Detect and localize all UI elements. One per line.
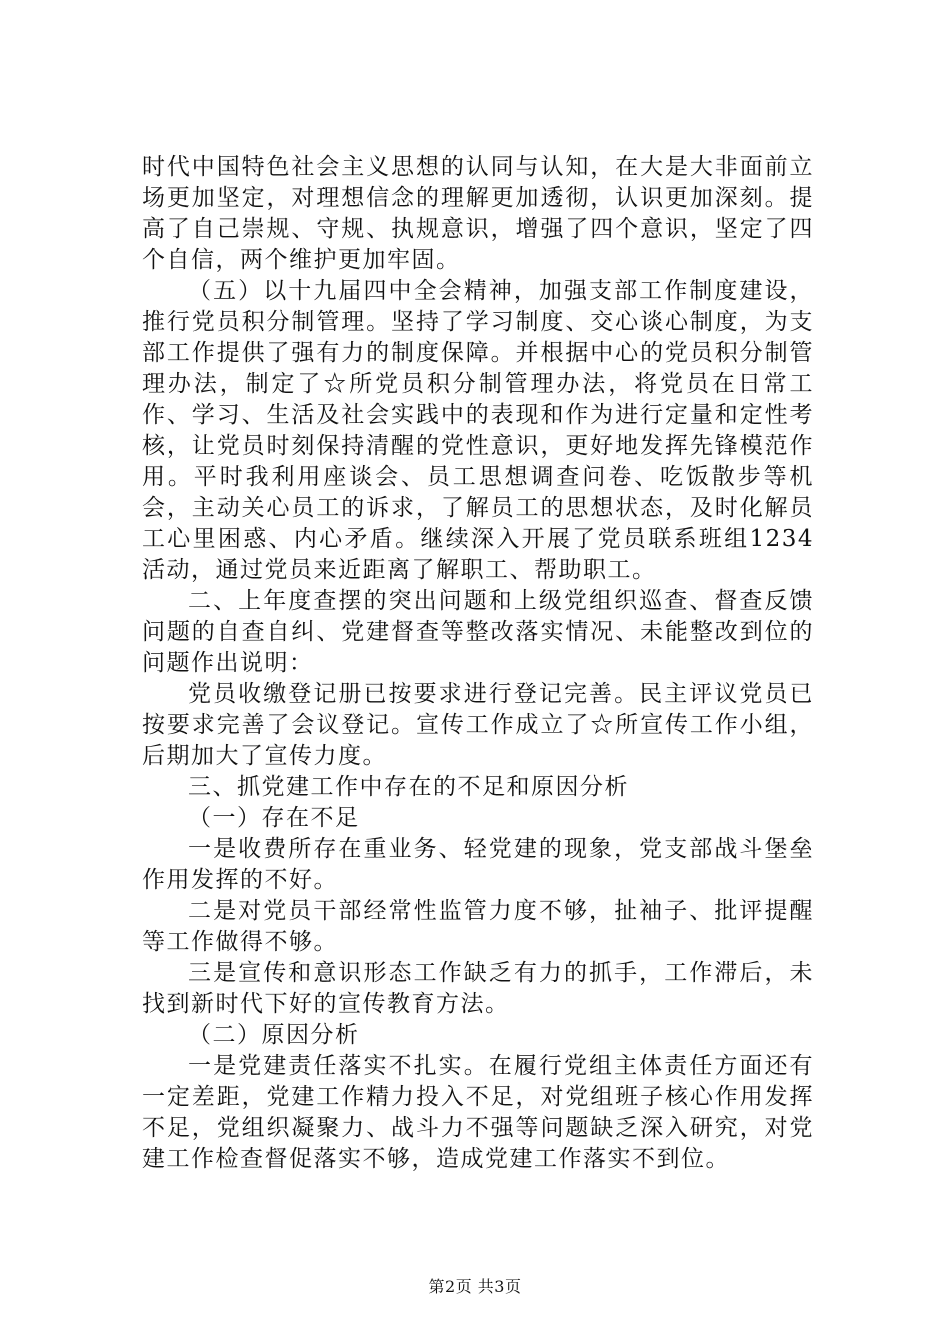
paragraph-section-five: （五）以十九届四中全会精神，加强支部工作制度建设，推行党员积分制管理。坚持了学习制度、交心谈心制度，为支部工作提供了强有力的制度保障。并根据中心的党员积分制管理办法，制定了☆所党员积分制管理办法，将党员在日常工作、学习、生活及社会实践中的表现和作为进行定量和定性考核，让党员时刻保持清醒的党性意识，更好地发挥先锋模范作用。平时我利用座谈会、员工思想调查问卷、吃饭散步等机会，主动关心员工的诉求，了解员工的思想状态，及时化解员工心里困惑、内心矛盾。继续深入开展了党员联系班组1234活动，通过党员来近距离了解职工、帮助职工。	[142, 278, 814, 583]
document-body	[142, 152, 814, 1175]
paragraph-cause-one: 一是党建责任落实不扎实。在履行党组主体责任方面还有一定差距，党建工作精力投入不足，对党组班子核心作用发挥不足，党组织凝聚力、战斗力不强等问题缺乏深入研究，对党建工作检查督促落实不够，造成党建工作落实不到位。	[142, 1053, 814, 1172]
paragraph-subheading-causes: （二）原因分析	[188, 1022, 360, 1048]
paragraph-section-three-heading: 三、抓党建工作中存在的不足和原因分析	[188, 774, 629, 800]
paragraph-shortfall-one: 一是收费所存在重业务、轻党建的现象，党支部战斗堡垒作用发挥的不好。	[142, 836, 814, 893]
paragraph-section-two-heading: 二、上年度查摆的突出问题和上级党组织巡查、督查反馈问题的自查自纠、党建督查等整改落实情况、未能整改到位的问题作出说明：	[142, 588, 814, 676]
paragraph-subheading-shortfalls: （一）存在不足	[188, 805, 360, 831]
paragraph-shortfall-three: 三是宣传和意识形态工作缺乏有力的抓手，工作滞后，未找到新时代下好的宣传教育方法。	[142, 960, 814, 1017]
page-number-footer: 第2页 共3页	[428, 1277, 522, 1296]
paragraph-continuation: 时代中国特色社会主义思想的认同与认知，在大是大非面前立场更加坚定，对理想信念的理解更加透彻，认识更加深刻。提高了自己崇规、守规、执规意识，增强了四个意识，坚定了四个自信，两个维护更加牢固。	[142, 154, 814, 273]
paragraph-register-rectification: 党员收缴登记册已按要求进行登记完善。民主评议党员已按要求完善了会议登记。宣传工作成立了☆所宣传工作小组，后期加大了宣传力度。	[142, 681, 814, 769]
paragraph-shortfall-two: 二是对党员干部经常性监管力度不够，扯袖子、批评提醒等工作做得不够。	[142, 898, 814, 955]
